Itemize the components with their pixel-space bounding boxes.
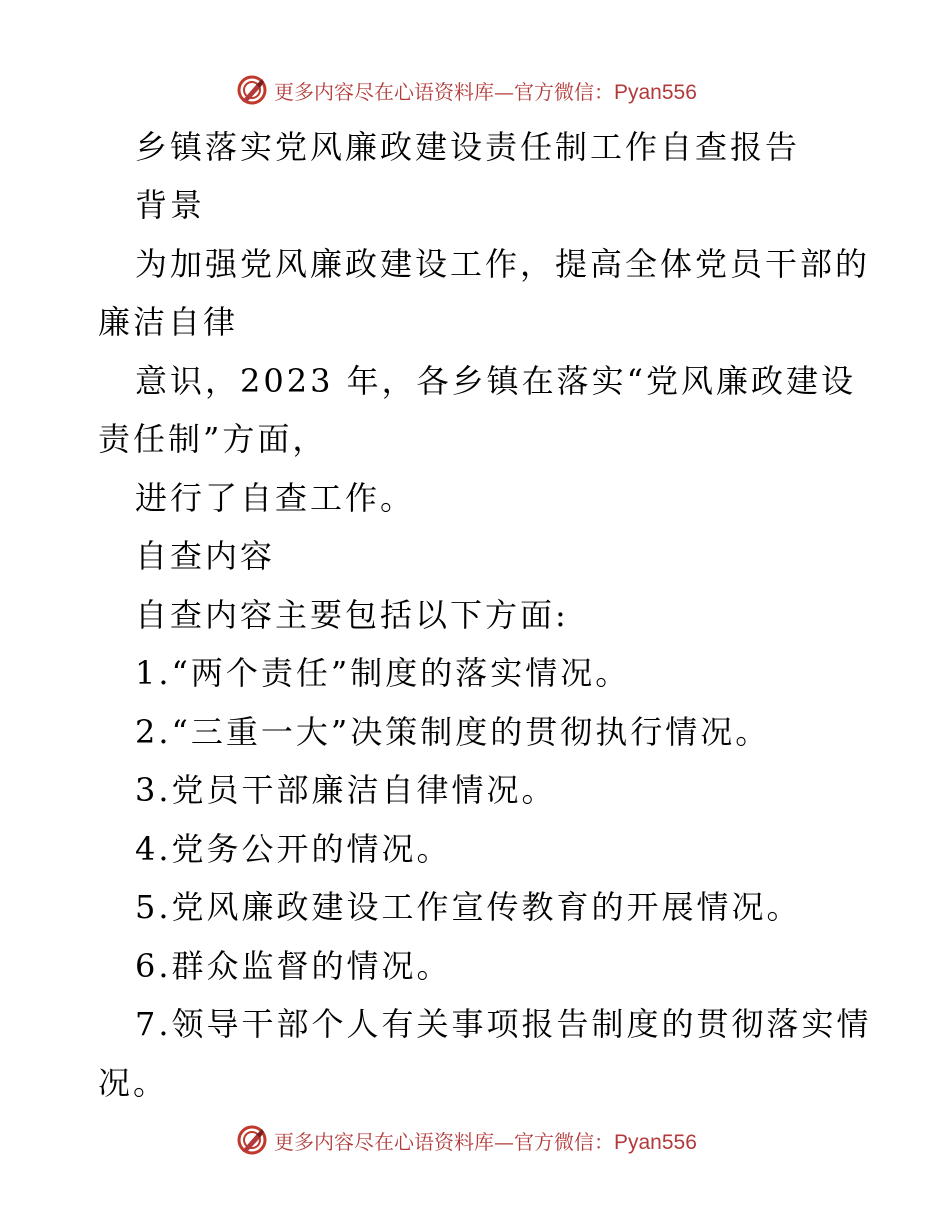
- section-heading-content: 自查内容: [135, 537, 276, 575]
- list-item-continuation: 况。: [98, 1064, 169, 1102]
- watermark-account: Pyan556: [614, 1130, 697, 1154]
- list-item: 7.领导干部个人有关事项报告制度的贯彻落实情: [135, 1005, 872, 1043]
- list-item: 2.“三重一大”决策制度的贯彻执行情况。: [135, 713, 771, 751]
- list-item: 5.党风廉政建设工作宣传教育的开展情况。: [135, 888, 802, 926]
- paragraph-line: 进行了自查工作。: [135, 479, 416, 517]
- document-title: 乡镇落实党风廉政建设责任制工作自查报告: [135, 128, 801, 166]
- pen-logo-icon: [236, 1124, 268, 1156]
- watermark-account: Pyan556: [614, 80, 697, 104]
- list-item: 1.“两个责任”制度的落实情况。: [135, 654, 631, 692]
- paragraph-line: 为加强党风廉政建设工作，提高全体党员干部的: [135, 245, 871, 283]
- intro-line: 自查内容主要包括以下方面:: [135, 596, 569, 634]
- list-item: 3.党员干部廉洁自律情况。: [135, 771, 557, 809]
- paragraph-line: 廉洁自律: [98, 303, 239, 341]
- list-item: 4.党务公开的情况。: [135, 830, 452, 868]
- watermark-text: 更多内容尽在心语资料库—官方微信：Pyan556: [274, 79, 697, 104]
- paragraph-line: 责任制”方面，: [98, 420, 328, 458]
- list-item: 6.群众监督的情况。: [135, 947, 452, 985]
- pen-logo-icon: [236, 74, 268, 106]
- paragraph-line: 意识，2023 年，各乡镇在落实“党风廉政建设: [135, 362, 856, 400]
- footer-watermark: [236, 1123, 697, 1157]
- watermark-text: 更多内容尽在心语资料库—官方微信：Pyan556: [274, 1129, 697, 1154]
- header-watermark: [236, 73, 697, 107]
- section-heading-background: 背景: [135, 186, 206, 224]
